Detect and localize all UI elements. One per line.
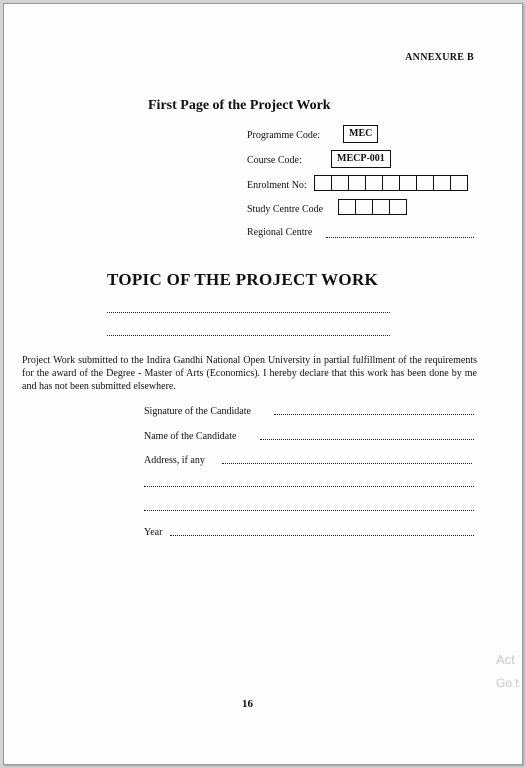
- course-code-label: Course Code:: [247, 155, 302, 166]
- watermark-line-1: Act: [496, 652, 515, 667]
- enrolment-box: [383, 175, 400, 191]
- topic-line-2: [107, 335, 390, 336]
- document-page: [3, 3, 523, 765]
- study-centre-box: [390, 199, 407, 215]
- year-label: Year: [144, 527, 163, 538]
- watermark-line-2: Go t: [496, 676, 519, 690]
- address-line-1: [222, 463, 472, 464]
- regional-centre-label: Regional Centre: [247, 227, 313, 238]
- course-code-value: MECP-001: [331, 150, 391, 168]
- study-centre-box: [356, 199, 373, 215]
- study-centre-boxes: [338, 199, 407, 215]
- study-centre-box: [373, 199, 390, 215]
- enrolment-box: [451, 175, 468, 191]
- enrolment-box: [332, 175, 349, 191]
- address-line-2: [144, 486, 474, 487]
- page-number: 16: [242, 698, 253, 710]
- signature-label: Signature of the Candidate: [144, 406, 251, 417]
- enrolment-box: [366, 175, 383, 191]
- address-label: Address, if any: [144, 455, 205, 466]
- programme-code-value: MEC: [343, 125, 378, 143]
- enrolment-boxes: [314, 175, 468, 191]
- programme-code-label: Programme Code:: [247, 130, 321, 141]
- topic-line-1: [107, 312, 390, 313]
- name-line: [260, 439, 474, 440]
- year-line: [170, 535, 474, 536]
- signature-line: [274, 414, 474, 415]
- topic-heading: TOPIC OF THE PROJECT WORK: [107, 270, 379, 289]
- enrolment-box: [400, 175, 417, 191]
- enrolment-box: [417, 175, 434, 191]
- study-centre-box: [339, 199, 356, 215]
- declaration-paragraph: Project Work submitted to the Indira Gandhi National Open University in partial fulfillment of the requirements for the award of the Degree - Master of Arts (Economics). I hereby declare that this work has been done by me and has not been submitted elsewhere.: [22, 355, 477, 392]
- regional-centre-line: [326, 237, 474, 238]
- page-title: First Page of the Project Work: [148, 98, 331, 113]
- name-label: Name of the Candidate: [144, 431, 237, 442]
- enrolment-box: [434, 175, 451, 191]
- enrolment-box: [315, 175, 332, 191]
- enrolment-label: Enrolment No:: [247, 180, 307, 191]
- study-centre-label: Study Centre Code: [247, 204, 324, 215]
- address-line-3: [144, 510, 474, 511]
- enrolment-box: [349, 175, 366, 191]
- annexure-label: ANNEXURE B: [405, 52, 474, 63]
